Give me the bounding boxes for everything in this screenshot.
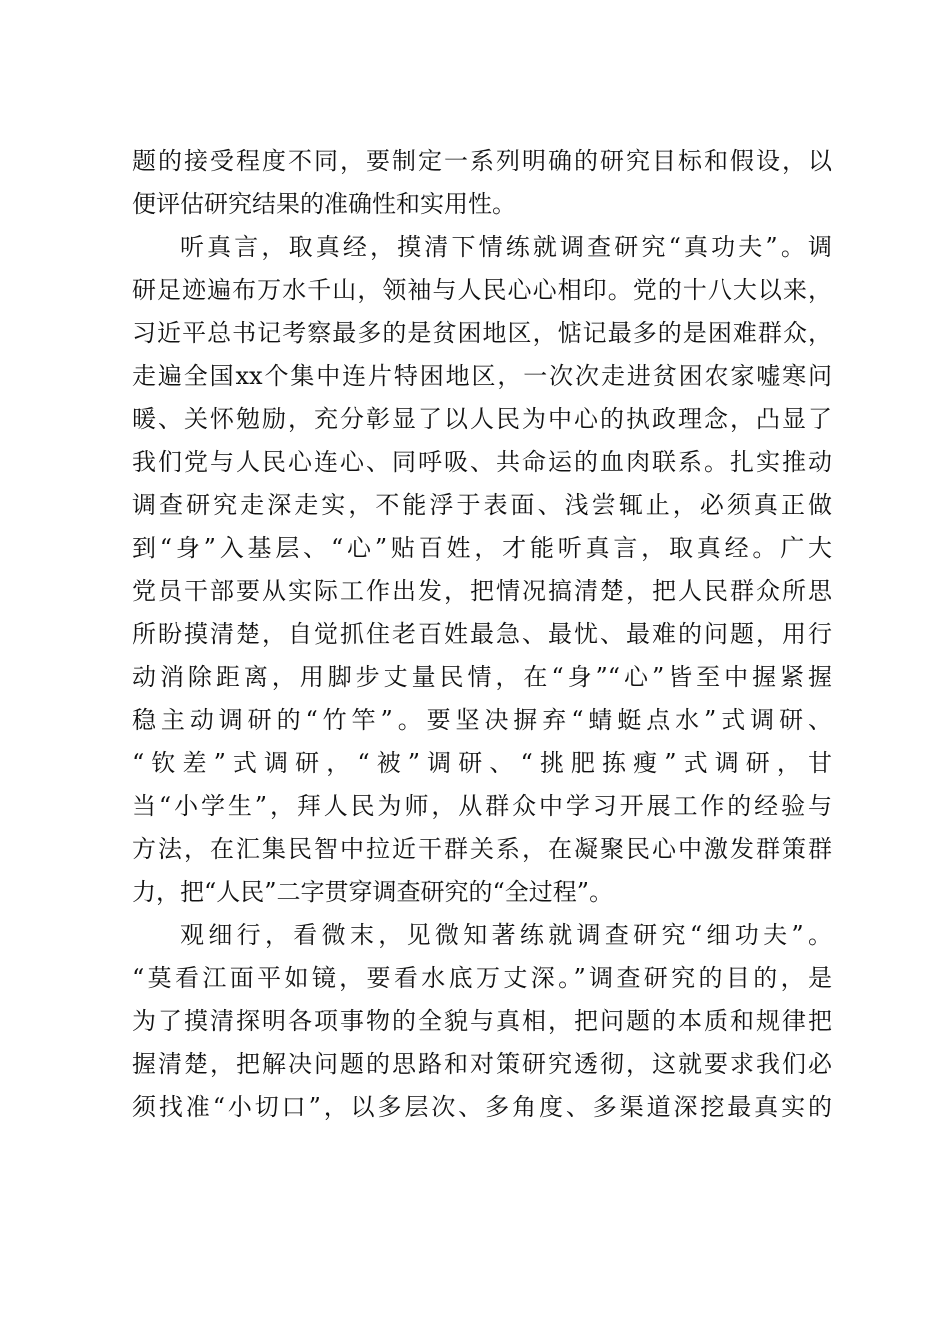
- text-line: 观细行，看微末，见微知著练就调查研究“细功夫”。: [180, 921, 832, 949]
- text-line: 稳主动调研的“竹竿”。要坚决摒弃“蜻蜓点水”式调研、: [132, 706, 832, 734]
- text-line: 到“身”入基层、“心”贴百姓，才能听真言，取真经。广大: [132, 534, 832, 562]
- text-line: “莫看江面平如镜，要看水底万丈深。”调查研究的目的，是: [132, 964, 832, 992]
- text-line: 动消除距离，用脚步丈量民情，在“身”“心”皆至中握紧握: [132, 663, 832, 691]
- text-line: “钦差”式调研，“被”调研、“挑肥拣瘦”式调研，甘: [132, 749, 832, 777]
- paragraph-2: [132, 226, 832, 914]
- text-line: 调查研究走深走实，不能浮于表面、浅尝辄止，必须真正做: [132, 491, 832, 519]
- text-line: 为了摸清探明各项事物的全貌与真相，把问题的本质和规律把: [132, 1007, 832, 1035]
- text-line: 听真言，取真经，摸清下情练就调查研究“真功夫”。调: [180, 233, 832, 261]
- text-line: 习近平总书记考察最多的是贫困地区，惦记最多的是困难群众，: [132, 319, 832, 347]
- paragraph-1: [132, 140, 832, 226]
- paragraph-3: [132, 914, 832, 1129]
- text-line: 暖、关怀勉励，充分彰显了以人民为中心的执政理念，凸显了: [132, 405, 832, 433]
- text-line: 所盼摸清楚，自觉抓住老百姓最急、最忧、最难的问题，用行: [132, 620, 832, 648]
- text-line: 题的接受程度不同，要制定一系列明确的研究目标和假设，以: [132, 147, 832, 175]
- document-body: [132, 140, 832, 1129]
- text-line: 方法，在汇集民智中拉近干群关系，在凝聚民心中激发群策群: [132, 835, 832, 863]
- text-line: 研足迹遍布万水千山，领袖与人民心心相印。党的十八大以来，: [132, 276, 832, 304]
- text-line: 须找准“小切口”，以多层次、多角度、多渠道深挖最真实的: [132, 1093, 832, 1121]
- text-line: 走遍全国xx个集中连片特困地区，一次次走进贫困农家嘘寒问: [132, 362, 832, 390]
- text-line: 便评估研究结果的准确性和实用性。: [132, 190, 516, 218]
- text-line: 当“小学生”，拜人民为师，从群众中学习开展工作的经验与: [132, 792, 832, 820]
- text-line: 握清楚，把解决问题的思路和对策研究透彻，这就要求我们必: [132, 1050, 832, 1078]
- text-line: 我们党与人民心连心、同呼吸、共命运的血肉联系。扎实推动: [132, 448, 832, 476]
- text-line: 力，把“人民”二字贯穿调查研究的“全过程”。: [132, 878, 614, 906]
- text-line: 党员干部要从实际工作出发，把情况搞清楚，把人民群众所思: [132, 577, 832, 605]
